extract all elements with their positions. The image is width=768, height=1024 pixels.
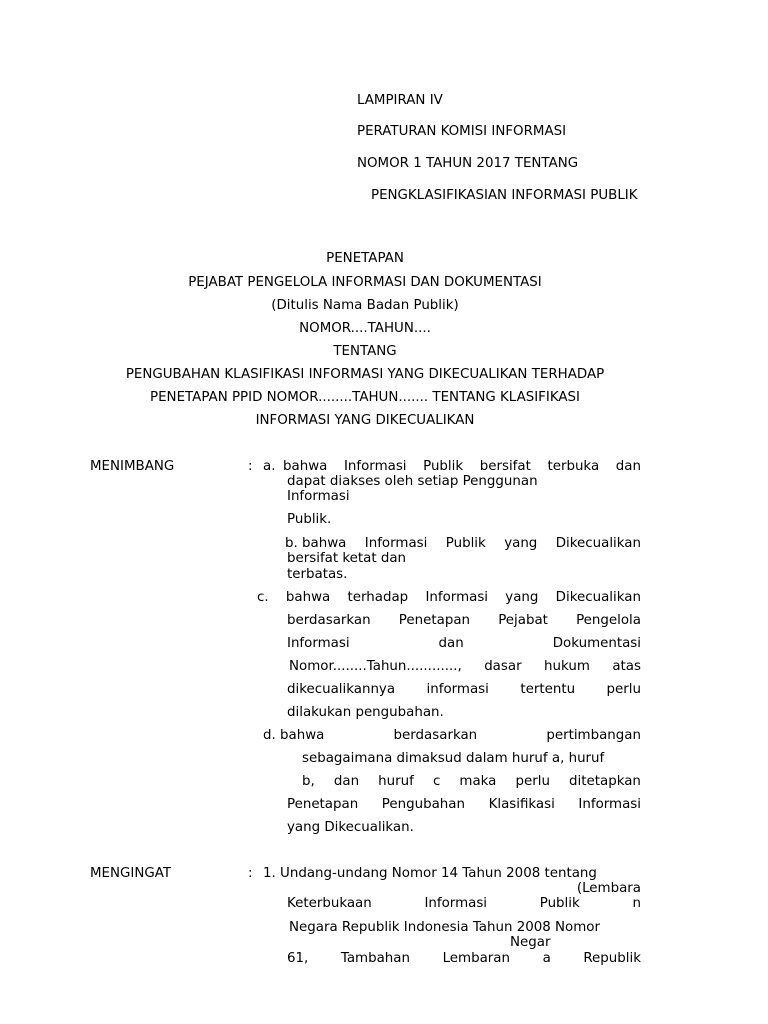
menimbang-c-line3: [287, 636, 641, 651]
word: dan: [333, 774, 360, 789]
word: atas: [612, 659, 641, 674]
header-line-peraturan: PERATURAN KOMISI INFORMASI: [357, 124, 567, 139]
word: 61,: [287, 951, 309, 966]
word: Dikecualikan: [555, 590, 641, 605]
menimbang-b-line3: terbatas.: [287, 567, 348, 582]
word: Informasi: [424, 896, 488, 911]
word: terbuka: [547, 459, 600, 474]
menimbang-a-line1: [283, 459, 641, 474]
word: Lembaran: [442, 951, 510, 966]
menimbang-a-line2: dapat diakses oleh setiap Penggunan: [287, 474, 538, 489]
word: Dokumentasi: [552, 636, 641, 651]
word: c: [432, 774, 441, 789]
mengingat-1-fragment2: Negar: [510, 935, 551, 950]
word: huruf: [378, 774, 414, 789]
word: ditetapkan: [569, 774, 641, 789]
word: b,: [302, 774, 315, 789]
title-tentang: TENTANG: [333, 344, 397, 359]
word: Informasi: [287, 636, 350, 651]
word: informasi: [426, 682, 489, 697]
word: Tambahan: [340, 951, 410, 966]
word: Publik: [445, 536, 486, 551]
word: Penetapan: [398, 613, 471, 628]
title-nomor: NOMOR....TAHUN....: [299, 321, 431, 336]
menimbang-d-line1: [263, 728, 641, 743]
word: hukum: [544, 659, 590, 674]
header-line-nomor: NOMOR 1 TAHUN 2017 TENTANG: [357, 156, 579, 171]
word: Publik: [423, 459, 464, 474]
menimbang-label: MENIMBANG: [90, 459, 175, 474]
word: n: [632, 896, 641, 911]
menimbang-a-marker: a.: [263, 459, 276, 474]
title-badan-publik: (Ditulis Nama Badan Publik): [271, 298, 459, 313]
menimbang-b-line1: [285, 536, 641, 551]
word: Republik: [583, 951, 641, 966]
word: Pejabat: [498, 613, 548, 628]
menimbang-d-line4: [287, 797, 641, 812]
word: Nomor........Tahun............,: [289, 659, 462, 674]
menimbang-c-line6: dilakukan pengubahan.: [287, 705, 444, 720]
word: pertimbangan: [546, 728, 641, 743]
word: Informasi: [425, 590, 489, 605]
word: bahwa: [285, 590, 331, 605]
word: tertentu: [520, 682, 576, 697]
word: Pengelola: [576, 613, 641, 628]
word: Penetapan: [287, 797, 359, 812]
title-penetapan: PENETAPAN: [326, 251, 404, 266]
word: Informasi: [578, 797, 641, 812]
menimbang-c-line4: [289, 659, 641, 674]
word: terhadap: [347, 590, 409, 605]
menimbang-a-line3: Informasi: [287, 489, 350, 504]
word: Klasifikasi: [488, 797, 555, 812]
word: bahwa: [283, 459, 328, 474]
word: maka: [459, 774, 497, 789]
title-informasi-dikecualikan: INFORMASI YANG DIKECUALIKAN: [255, 413, 475, 428]
word: dan: [438, 636, 464, 651]
word: Dikecualikan: [555, 536, 641, 551]
menimbang-colon: :: [248, 459, 253, 474]
word: dasar: [484, 659, 522, 674]
word: a: [542, 951, 551, 966]
mengingat-colon: :: [248, 866, 253, 881]
word: d. bahwa: [263, 728, 325, 743]
word: perlu: [515, 774, 550, 789]
word: yang: [504, 536, 538, 551]
menimbang-c-line2: [287, 613, 641, 628]
header-line-lampiran: LAMPIRAN IV: [357, 93, 443, 108]
word: dikecualikannya: [287, 682, 396, 697]
word: Informasi: [364, 536, 428, 551]
word: bersifat: [479, 459, 531, 474]
mengingat-1-line1: 1. Undang-undang Nomor 14 Tahun 2008 tentang: [263, 866, 597, 881]
word: Keterbukaan: [287, 896, 372, 911]
menimbang-d-line5: yang Dikecualikan.: [287, 820, 414, 835]
word: berdasarkan: [393, 728, 478, 743]
word: yang: [505, 590, 539, 605]
word: Informasi: [343, 459, 407, 474]
word: c.: [257, 590, 269, 605]
mengingat-1-fragment1: (Lembara: [576, 881, 641, 896]
menimbang-c-line5: [287, 682, 641, 697]
menimbang-d-line2: sebagaimana dimaksud dalam huruf a, huruf: [302, 751, 605, 766]
menimbang-d-line3: [302, 774, 641, 789]
word: b. bahwa: [285, 536, 347, 551]
mengingat-1-line4: [287, 951, 641, 966]
mengingat-1-line3: Negara Republik Indonesia Tahun 2008 Nomor: [289, 920, 600, 935]
title-pengubahan: PENGUBAHAN KLASIFIKASI INFORMASI YANG DIKECUALIKAN TERHADAP: [125, 367, 605, 382]
menimbang-a-line4: Publik.: [287, 512, 332, 527]
title-pejabat: PEJABAT PENGELOLA INFORMASI DAN DOKUMENTASI: [188, 275, 542, 290]
header-line-tentang: PENGKLASIFIKASIAN INFORMASI PUBLIK: [371, 188, 638, 203]
mengingat-label: MENGINGAT: [90, 866, 172, 881]
word: Pengubahan: [381, 797, 465, 812]
word: perlu: [606, 682, 641, 697]
menimbang-c-line1: [257, 590, 641, 605]
mengingat-1-line2: [287, 896, 641, 911]
menimbang-b-line2: bersifat ketat dan: [287, 551, 407, 566]
word: Publik: [539, 896, 580, 911]
title-penetapan-ppid: PENETAPAN PPID NOMOR........TAHUN....... TENTANG KLASIFIKASI: [150, 390, 580, 405]
word: dan: [615, 459, 641, 474]
word: berdasarkan: [287, 613, 371, 628]
